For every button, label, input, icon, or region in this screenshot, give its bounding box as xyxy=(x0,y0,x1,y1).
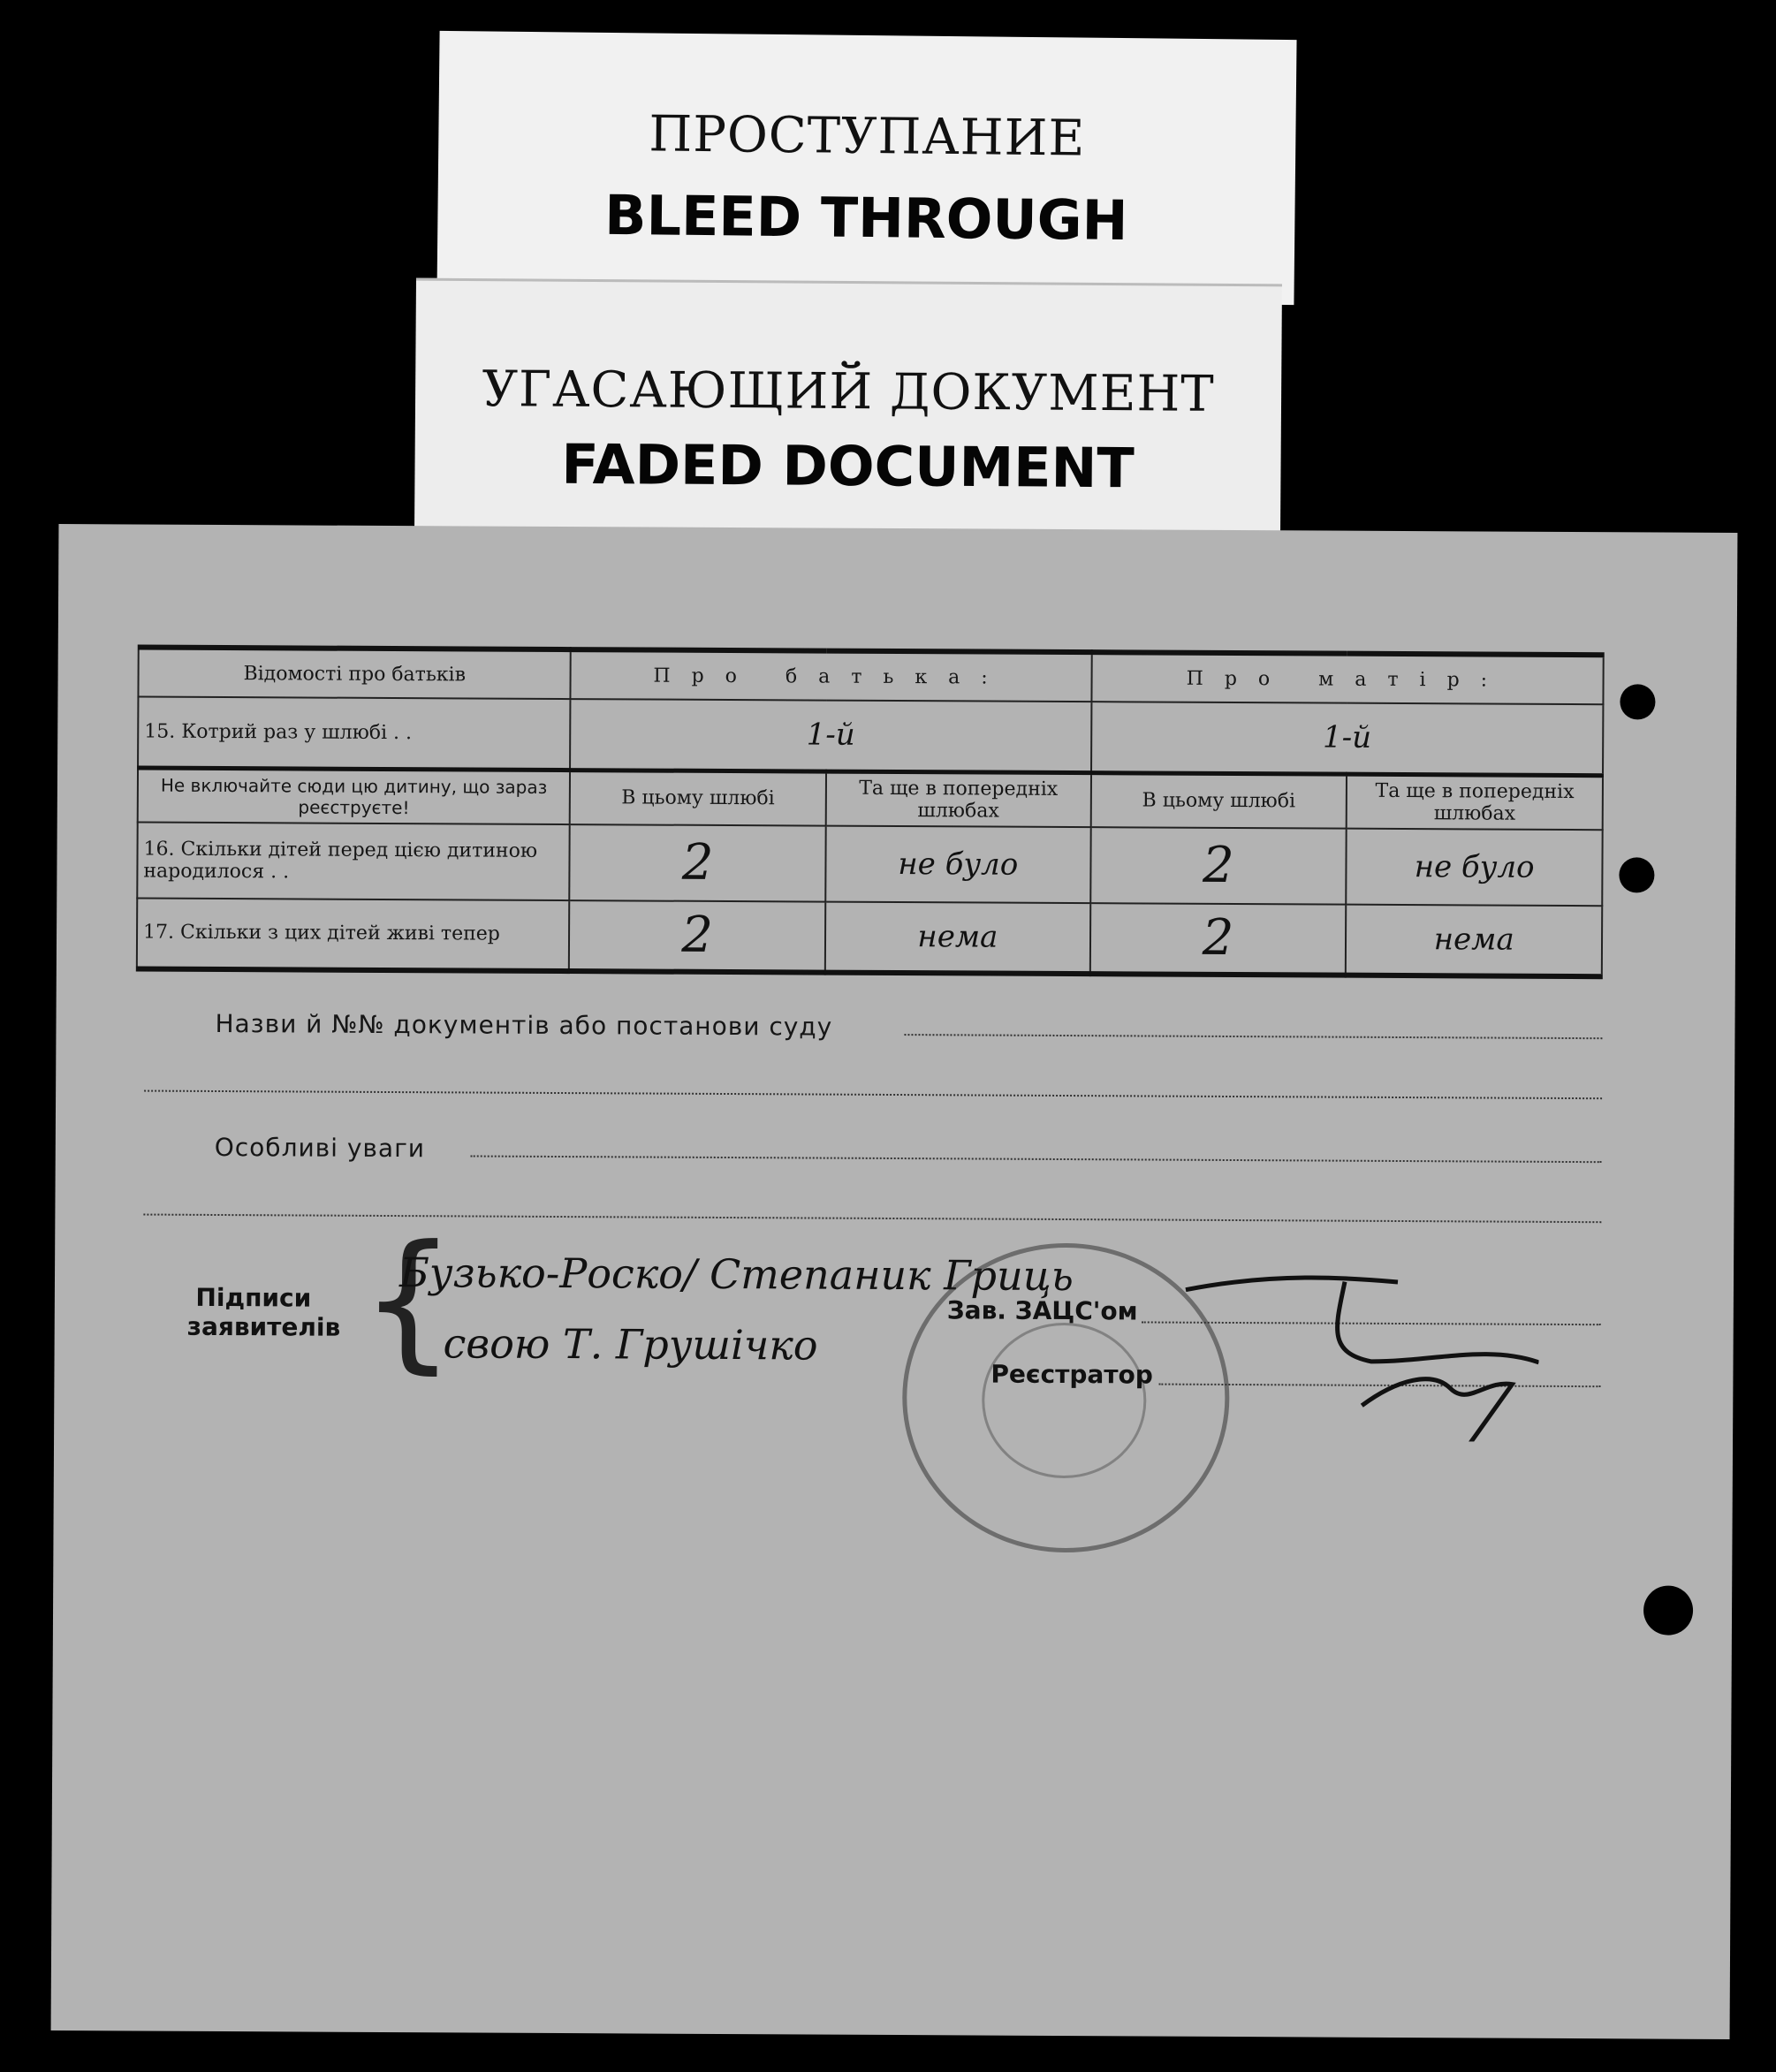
row16-father-this: 2 xyxy=(570,824,826,902)
row16-mother-this: 2 xyxy=(1090,827,1347,905)
mother-previous-marriages: Та ще в попередніх шлюбах xyxy=(1347,774,1603,830)
table-row-17 xyxy=(137,898,1602,976)
head-zacs-title: Зав. ЗАЦС'ом xyxy=(946,1295,1138,1326)
table-row-16 xyxy=(137,822,1602,906)
notes-label: Особливі уваги xyxy=(214,1132,426,1164)
header-father: Про батька: xyxy=(571,649,1092,702)
punch-hole-2 xyxy=(1619,857,1654,892)
header-parents-info: Відомості про батьків xyxy=(138,648,571,700)
row15-mother: 1-й xyxy=(1091,702,1604,775)
punch-hole-1 xyxy=(1620,684,1655,719)
signatures-label: Підписи заявителів xyxy=(186,1282,341,1342)
documents-label: Назви й №№ документів або постанови суду xyxy=(215,1008,833,1042)
documents-line-2 xyxy=(144,1090,1602,1100)
bleed-through-card xyxy=(436,31,1296,305)
row16-label: 16. Скільки дітей перед цією дитиною народилося . . xyxy=(137,822,570,900)
faded-document-card xyxy=(414,278,1282,536)
official-signature xyxy=(1167,1228,1539,1442)
father-in-this-marriage: В цьому шлюбі xyxy=(570,770,826,825)
row16-mother-prev: не було xyxy=(1347,828,1603,906)
official-stamp-center xyxy=(982,1323,1147,1479)
row17-father-prev: нема xyxy=(825,901,1090,974)
signature-applicant-1: Бузько-Роско/ Степаник Гриць xyxy=(398,1249,1074,1301)
row15-father: 1-й xyxy=(570,699,1091,772)
punch-hole-3 xyxy=(1643,1585,1693,1635)
exclude-note: Не включайте сюди цю дитину, що зараз реєструєте! xyxy=(138,768,571,824)
notes-line xyxy=(471,1155,1602,1163)
header-mother: Про матір: xyxy=(1091,652,1604,704)
registrar-title: Реєстратор xyxy=(990,1359,1153,1390)
row17-label: 17. Скільки з цих дітей живі тепер xyxy=(137,898,570,971)
mother-in-this-marriage: В цьому шлюбі xyxy=(1090,772,1347,828)
table-header-row xyxy=(138,648,1603,705)
signature-bracket: { xyxy=(360,1212,457,1389)
bleed-through-en: BLEED THROUGH xyxy=(603,182,1128,254)
table-subheader-row xyxy=(138,768,1603,830)
father-previous-marriages: Та ще в попередніх шлюбах xyxy=(826,771,1091,827)
parents-info-table xyxy=(136,645,1605,979)
signature-applicant-2: свою Т. Грушічко xyxy=(443,1319,818,1370)
table-row-15 xyxy=(138,697,1603,776)
documents-line xyxy=(904,1034,1602,1039)
row15-label: 15. Котрий раз у шлюбі . . xyxy=(138,697,571,770)
form-sheet xyxy=(51,524,1738,2039)
row17-mother-prev: нема xyxy=(1346,904,1602,976)
row17-mother-this: 2 xyxy=(1090,903,1347,975)
row16-father-prev: не було xyxy=(825,825,1090,903)
faded-document-ru: УГАСАЮЩИЙ ДОКУМЕНТ xyxy=(482,361,1215,423)
bleed-through-ru: ПРОСТУПАНИЕ xyxy=(649,105,1086,168)
faded-document-en: FADED DOCUMENT xyxy=(561,431,1135,501)
row17-father-this: 2 xyxy=(569,900,825,973)
